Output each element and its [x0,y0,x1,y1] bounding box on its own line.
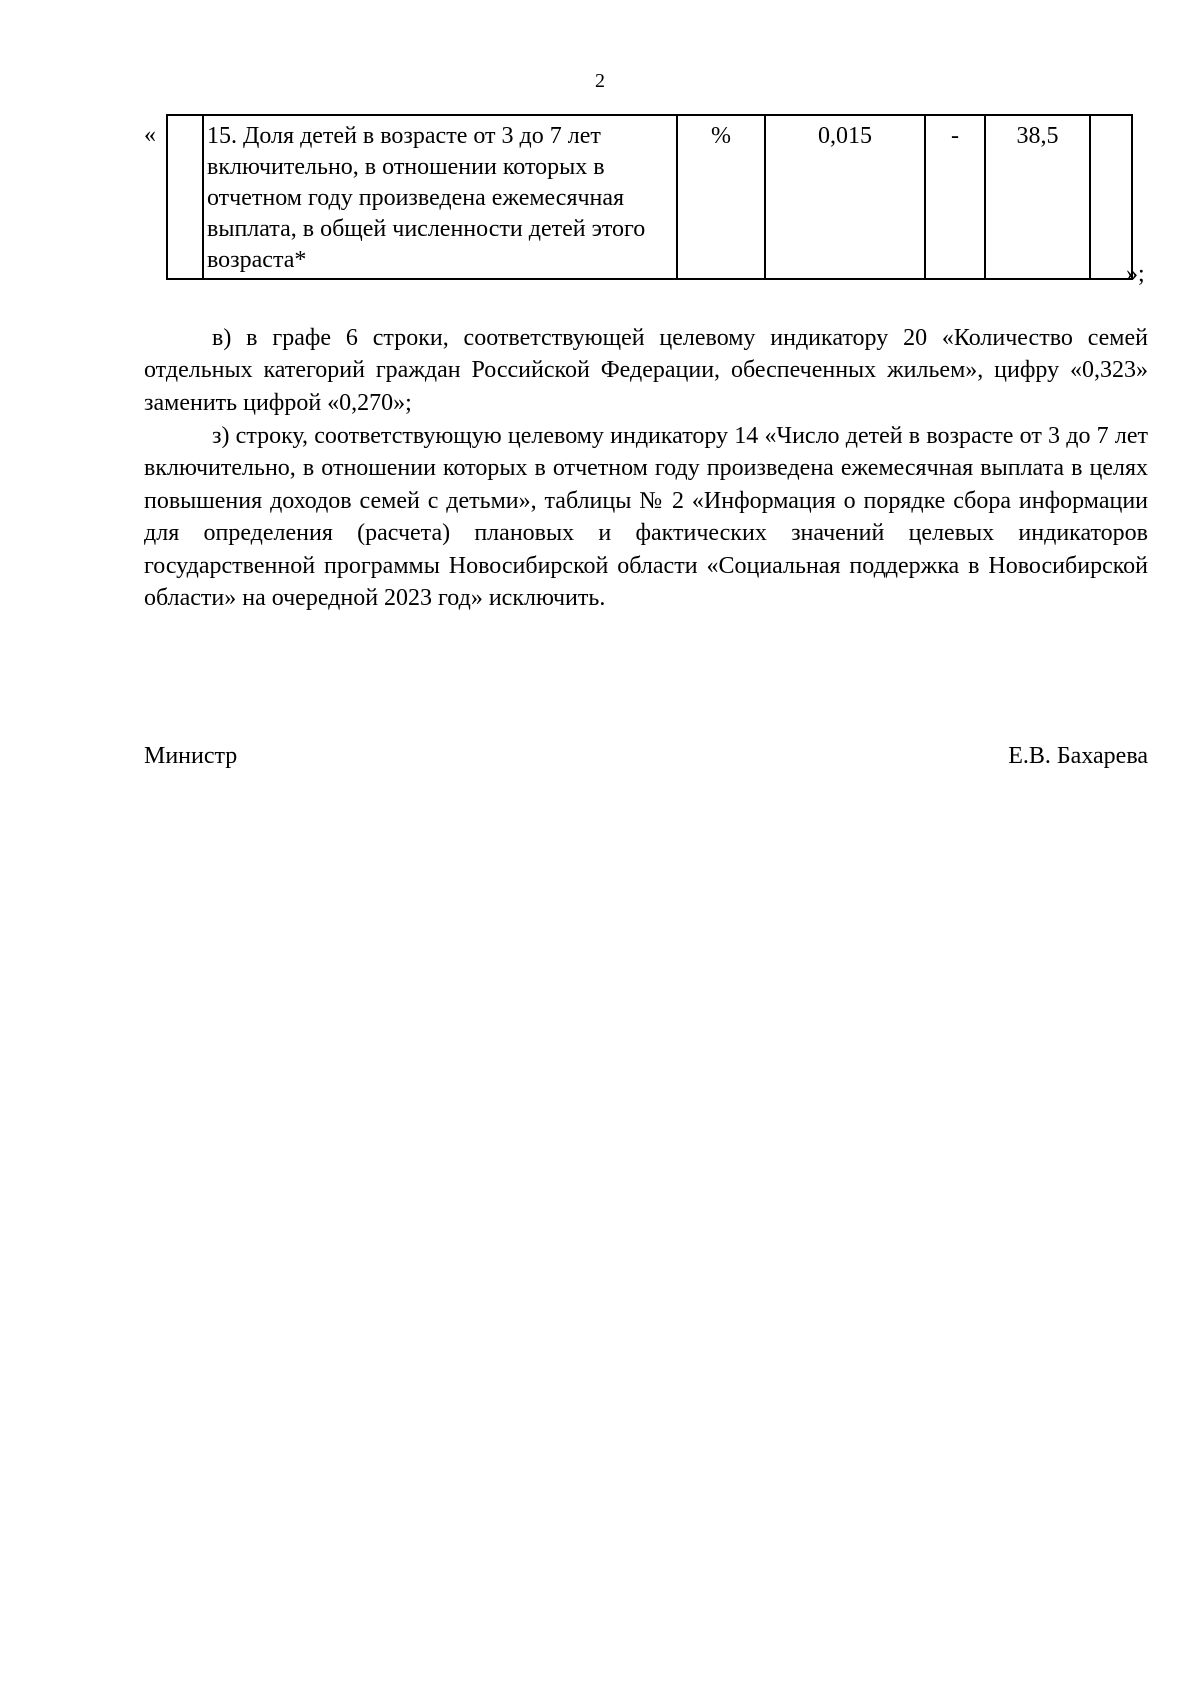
table-cell-last [1090,115,1132,279]
table-cell-empty [167,115,203,279]
table-cell-value-1: 0,015 [765,115,925,279]
table-cell-value-2: - [925,115,985,279]
page-number: 2 [595,70,605,92]
table-cell-unit: % [677,115,765,279]
indicator-table [166,114,1133,280]
closing-quote: »; [1126,261,1145,287]
opening-quote: « [144,122,156,148]
signature-block [144,743,1148,770]
signatory-position: Министр [144,743,238,769]
table-cell-value-3: 38,5 [985,115,1090,279]
table-row [167,115,1132,279]
amendment-paragraph-v [144,322,1148,419]
paragraph-text: з) строку, соответствующую целевому индикатору 14 «Число детей в возрасте от 3 до 7 лет включительно, в отношении которых в отчетном году произведена ежемесячная выплата в целях повышения доходов семей с детьми», таблицы № 2 «Информация о порядке сбора информации для определения (расчета) плановых и фактических значений целевых индикаторов государственной программы Новосибирской области «Социальная поддержка в Новосибирской области» на очередной 2023 год» исключить. [144,423,1148,612]
paragraph-text: в) в графе 6 строки, соответствующей целевому индикатору 20 «Количество семей отдельных категорий граждан Российской Федерации, обеспеченных жильем», цифру «0,323» заменить цифрой «0,270»; [144,325,1148,416]
signatory-name: Е.В. Бахарева [1008,743,1148,769]
amendment-paragraph-z [144,420,1148,614]
table-cell-indicator-name: 15. Доля детей в возрасте от 3 до 7 лет включительно, в отношении которых в отчетном году произведена ежемесячная выплата, в общей численности детей этого возраста* [203,115,677,279]
